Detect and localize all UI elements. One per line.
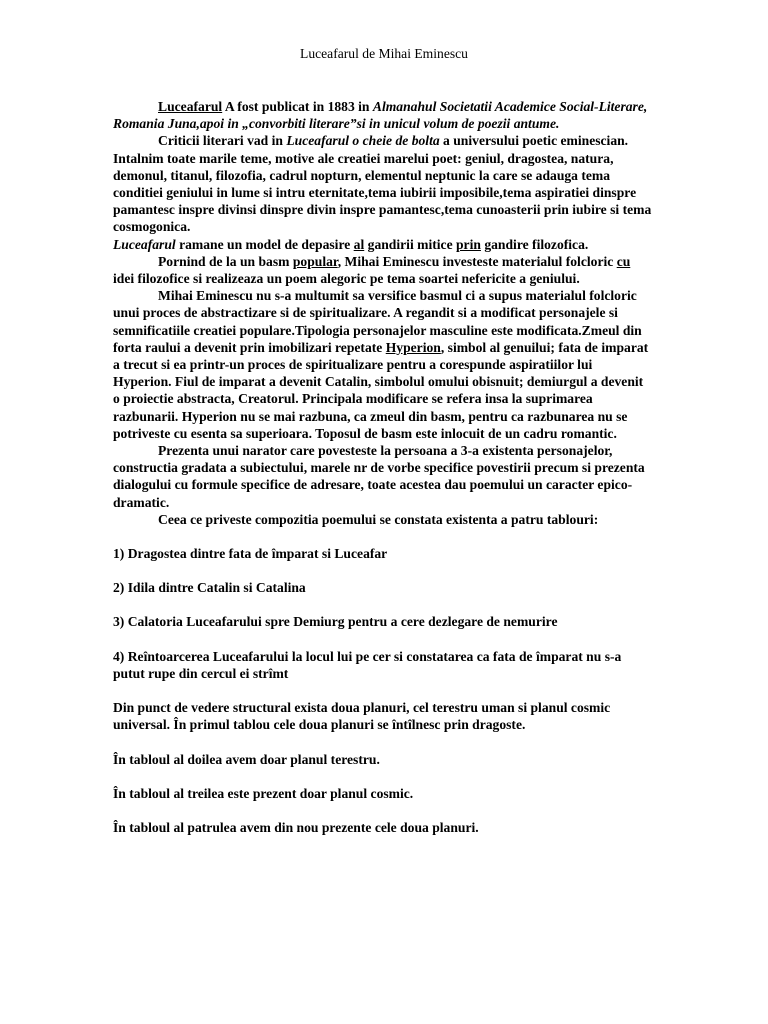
paragraph-publication	[113, 98, 653, 132]
text-span: , simbol al genuilui; fata de imparat a trecut si ea printr-un proces de spiritualizare pentru a corespunde aspiratiilor lui Hyperion. Fiul de imparat a devenit Catalin, simbolul omului obisnuit; demiurgul a devenit o proiectie abstracta, Creatorul. Principala modificare se refera insa la suprimarea razbunarii. Hyperion nu se mai razbuna, ca zmeul din basm, pentru ca razbunarea nu se potriveste cu esenta sa superioara. Toposul de basm este inlocuit de un cadru romantic.	[113, 339, 649, 441]
list-item: 3) Calatoria Luceafarului spre Demiurg pentru a cere dezlegare de nemurire	[113, 614, 558, 630]
underlined-word: prin	[456, 236, 481, 252]
paragraph-model	[113, 236, 653, 253]
text-span: idei filozofice si realizeaza un poem alegoric pe tema soartei nefericite a geniului.	[113, 271, 580, 287]
publication-names: Almanahul Societatii Academice Social-Literare, Romania Juna,apoi in „convorbiti literare”si in unicul volum de poezii antume.	[113, 99, 648, 132]
text-span: A fost publicat in 1883 in	[222, 99, 373, 114]
paragraph-composition: Ceea ce priveste compozitia poemului se constata existenta a patru tablouri:	[158, 511, 599, 527]
text-span: ramane un model de depasire	[175, 236, 354, 252]
text-span: Criticii literari vad in	[158, 133, 287, 149]
paragraph-tableau-3: În tabloul al treilea este prezent doar planul cosmic.	[113, 785, 414, 801]
text-span: , Mihai Eminescu investeste materialul folcloric	[337, 253, 617, 269]
list-item: 1) Dragostea dintre fata de împarat si Luceafar	[113, 546, 388, 562]
paragraph-characters	[113, 287, 653, 442]
underlined-word: popular	[292, 253, 338, 269]
list-item: 4) Reîntoarcerea Luceafarului la locul lui pe cer si constatarea ca fata de împarat nu s-a putut rupe din cercul ei strîmt	[113, 648, 622, 681]
paragraph-narrator: Prezenta unui narator care povesteste la persoana a 3-a existenta personajelor, constructia gradata a subiectului, marele nr de vorbe specifice povestirii precum si prezenta dialogului cu formule specifice de adresare, toate acestea dau poemului un caracter epico-dramatic.	[113, 443, 645, 510]
document-title: Luceafarul de Mihai Eminescu	[300, 46, 468, 61]
text-span: Mihai Eminescu nu s-a multumit sa versifice basmul ci a supus materialul folcloric unui proces de abstractizare si de spiritualizare. A regandit si a modificat personajele si semnificatiile creatiei populare.Tipologia personajelor masculine este modificata.Zmeul din forta raului a devenit prin imobilizari repetate	[113, 288, 642, 355]
term-luceafarul: Luceafarul	[158, 99, 223, 114]
text-span: gandirii mitice	[364, 236, 456, 252]
text-span: Pornind de la un basm	[158, 253, 293, 269]
underlined-word: al	[353, 236, 365, 252]
underlined-word: Hyperion	[385, 339, 441, 355]
paragraph-folk-tale	[113, 253, 653, 287]
paragraph-tableau-2: În tabloul al doilea avem doar planul terestru.	[113, 751, 380, 767]
document-body	[113, 98, 653, 836]
paragraph-tableau-4: În tabloul al patrulea avem din nou prezente cele doua planuri.	[113, 819, 479, 835]
emphasis-text: Luceafarul	[113, 236, 176, 252]
underlined-word: cu	[616, 253, 631, 269]
emphasis-text: Luceafarul o cheie de bolta	[286, 133, 440, 149]
text-span: gandire filozofica.	[480, 236, 589, 252]
list-item: 2) Idila dintre Catalin si Catalina	[113, 580, 306, 596]
paragraph-structure: Din punct de vedere structural exista doua planuri, cel terestru uman si planul cosmic universal. În primul tablou cele doua planuri se întîlnesc prin dragoste.	[113, 700, 611, 733]
paragraph-critics	[113, 132, 653, 235]
text-span: a universului poetic eminescian. Intalnim toate marile teme, motive ale creatiei marelui poet: geniul, dragostea, natura, demonul, titanul, filozofia, cadrul nopturn, elementul neptunic la care se adauga tema conditiei geniului in lume si intru eternitate,tema iubirii imposibile,tema aspiratiei dinspre pamantesc inspre divinsi dinspre divin inspre pamantesc,tema cunoasterii prin iubire si tema cosmogonica.	[113, 133, 652, 235]
